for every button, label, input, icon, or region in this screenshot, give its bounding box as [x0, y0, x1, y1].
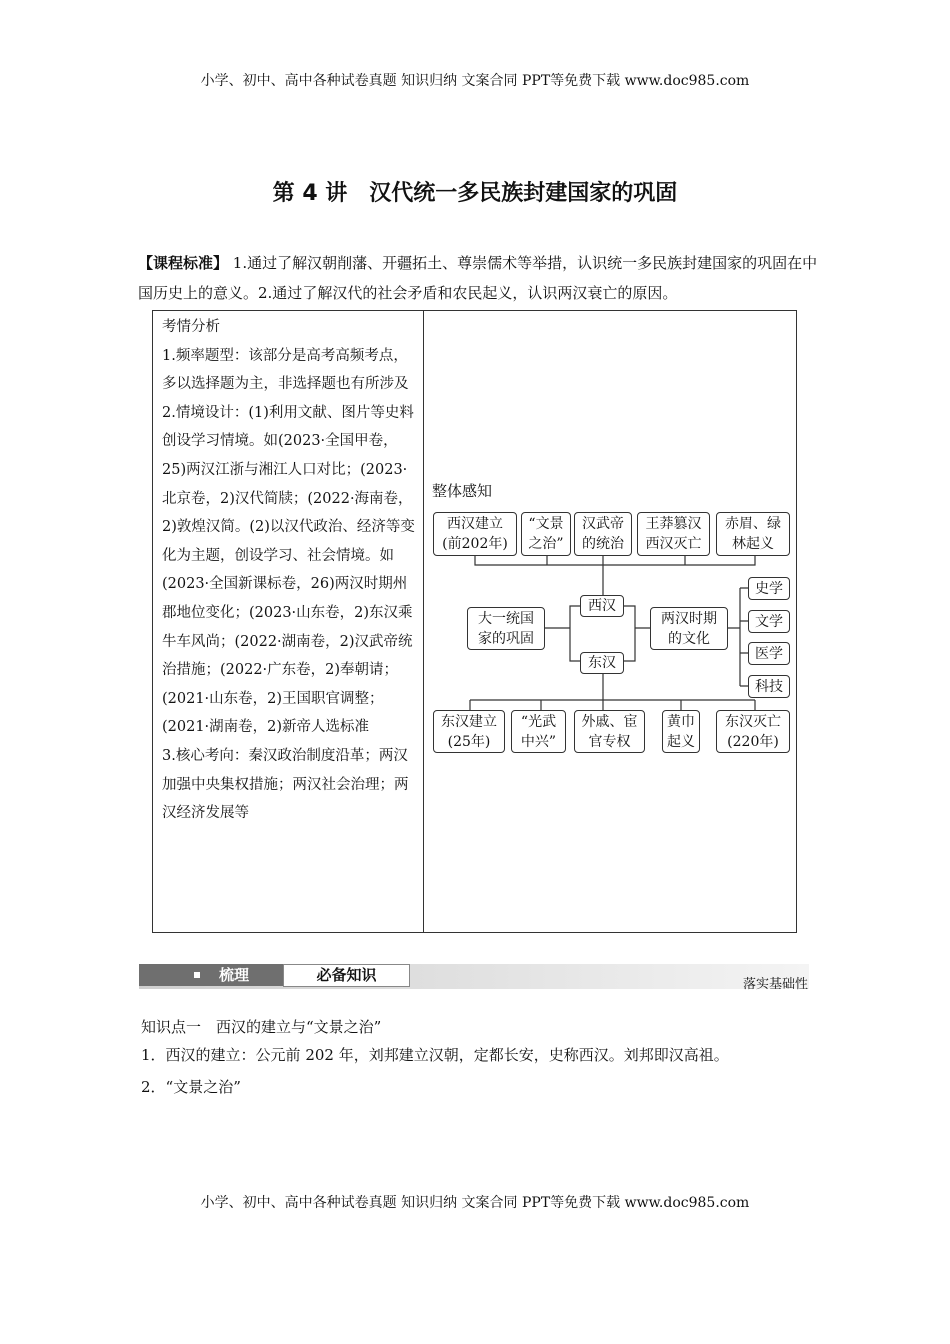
standard-text: 1.通过了解汉朝削藩、开疆拓土、尊崇儒术等举措，认识统一多民族封建国家的巩固在中国历史上的意义。2.通过了解汉代的社会矛盾和农民起义，认识两汉衰亡的原因。	[138, 254, 818, 302]
diagram-culture: 两汉时期 的文化	[650, 607, 728, 650]
diagram-bottom-box-4: 黄巾 起义	[662, 710, 700, 753]
diagram-top-box-4: 王莽篡汉 西汉灭亡	[637, 512, 710, 556]
banner-tab: 必备知识	[283, 964, 410, 987]
diagram-bottom-box-2: “光武 中兴”	[511, 710, 566, 753]
diagram-culture-item-4: 科技	[748, 675, 790, 698]
diagram-center: 大一统国 家的巩固	[467, 607, 545, 650]
analysis-p1: 1.频率题型：该部分是高考高频考点，多以选择题为主，非选择题也有所涉及	[162, 347, 409, 393]
page-footer: 小学、初中、高中各种试卷真题 知识归纳 文案合同 PPT等免费下载 www.doc985.com	[200, 1195, 750, 1211]
diagram-west-han: 西汉	[580, 595, 624, 617]
diagram-title: 整体感知	[432, 482, 493, 500]
diagram-culture-item-3: 医学	[748, 642, 790, 665]
analysis-p2: 2.情境设计：(1)利用文献、图片等史料创设学习情境。如(2023·全国甲卷，25)两汉江浙与湘江人口对比；(2023·北京卷，2)汉代简牍；(2022·海南卷，2)敦煌汉简。(2)以汉代政治、经济等变化为主题，创设学习、社会情境。如(2023·全国新课标卷，26)两汉时期州郡地位变化；(2023·山东卷，2)东汉乘牛车风尚；(2022·湖南卷，2)汉武帝统治措施；(2022·广东卷，2)奉朝请；(2021·山东卷，2)王国职官调整；(2021·湖南卷，2)新帝人选标准	[162, 404, 415, 736]
square-bullet-icon	[194, 972, 200, 978]
diagram-culture-item-2: 文学	[748, 610, 790, 633]
analysis-heading: 考情分析	[162, 319, 220, 335]
standard-label: 【课程标准】	[138, 254, 229, 272]
banner-section	[139, 964, 283, 986]
diagram-top-box-5: 赤眉、绿 林起义	[716, 512, 790, 556]
diagram-east-han: 东汉	[580, 652, 624, 674]
diagram-top-box-2: “文景 之治”	[521, 512, 571, 556]
banner-section-label: 梳理	[219, 966, 250, 984]
content-line-1: 1．西汉的建立：公元前 202 年，刘邦建立汉朝，定都长安，史称西汉。刘邦即汉高祖。	[141, 1046, 729, 1064]
diagram-top-box-3: 汉武帝 的统治	[574, 512, 632, 556]
diagram-bottom-box-3: 外戚、宦 官专权	[574, 710, 645, 753]
diagram-culture-item-1: 史学	[748, 577, 790, 600]
diagram-bottom-box-1: 东汉建立 (25年)	[433, 710, 505, 753]
diagram-top-box-1: 西汉建立 (前202年)	[433, 512, 517, 556]
banner-right: 落实基础性	[742, 977, 808, 992]
knowledge-point-heading: 知识点一 西汉的建立与“文景之治”	[141, 1018, 382, 1036]
content-line-2: 2．“文景之治”	[141, 1078, 241, 1096]
analysis-p3: 3.核心考向：秦汉政治制度沿革；两汉加强中央集权措施；两汉社会治理；两汉经济发展等	[162, 747, 409, 822]
page-title: 第 4 讲 汉代统一多民族封建国家的巩固	[272, 181, 678, 206]
diagram-bottom-box-5: 东汉灭亡 (220年)	[716, 710, 790, 753]
page-header: 小学、初中、高中各种试卷真题 知识归纳 文案合同 PPT等免费下载 www.doc985.com	[200, 73, 750, 89]
